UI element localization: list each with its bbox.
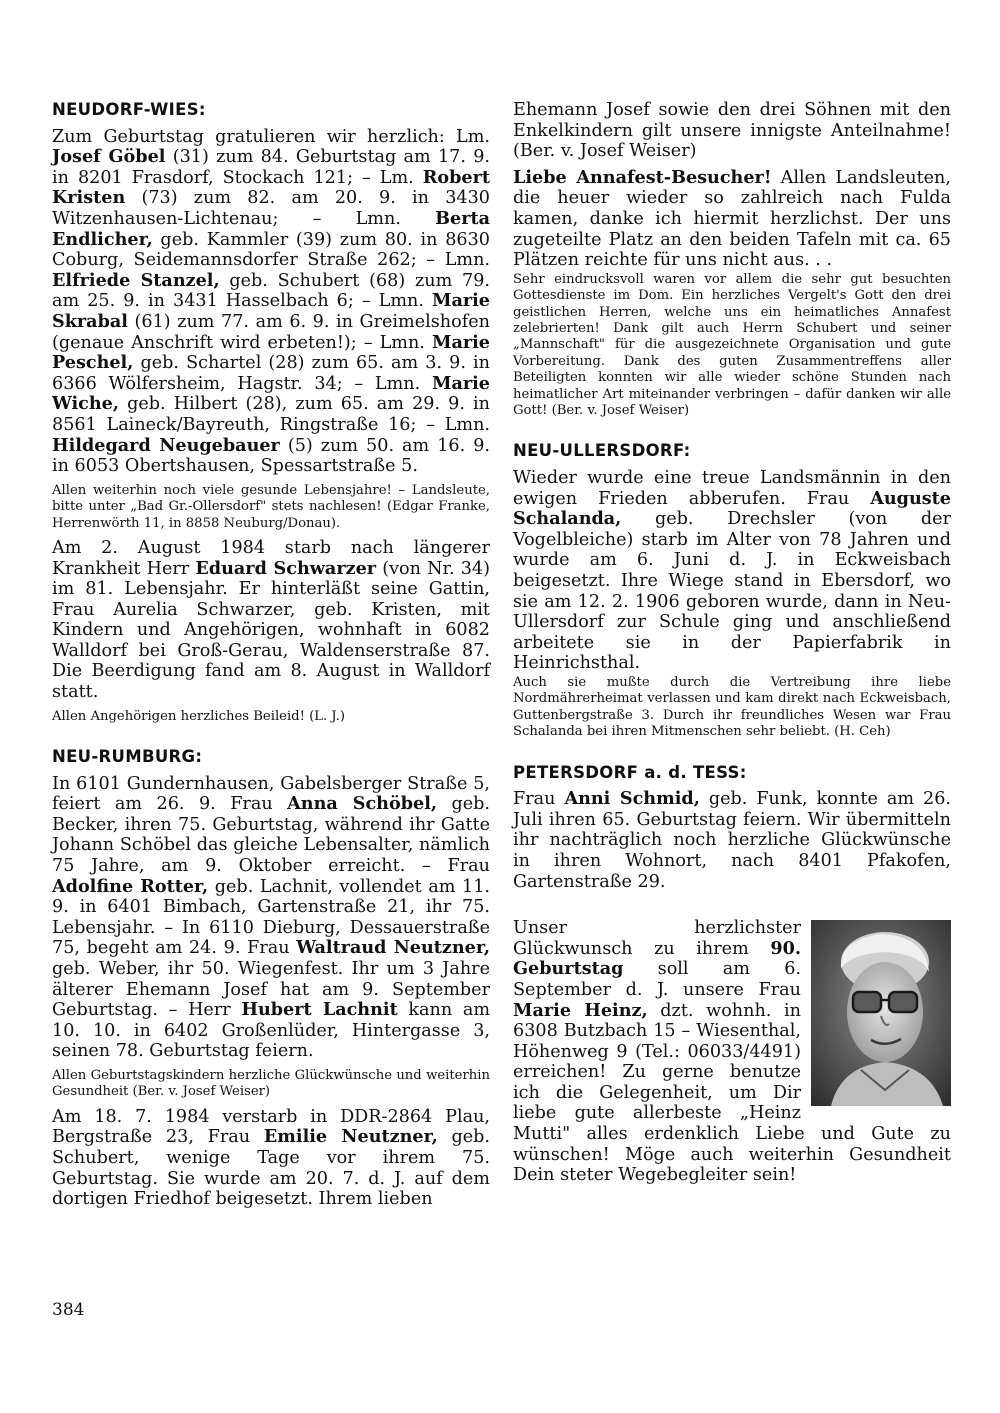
- text-run: Am 18. 7. 1984 verstarb in DDR-2864 Plau, Bergstraße 23, Frau: [52, 1106, 490, 1148]
- portrait-photo: [811, 920, 951, 1106]
- neurumburg-obituary: [52, 1107, 490, 1210]
- text-run: dzt. wohnh. in 6308 Butzbach 15 – Wiesenthal, Höhenweg 9 (Tel.: 06033/4491) erreichen! Zu gerne benutze ich die Gelegenheit, um Dir liebe gute allerbeste „Heinz Mutti" alles erdenklich Liebe und Gute zu wünschen! Möge auch weiterhin Gesundheit Dein steter Wegebegleiter sein!: [513, 1000, 951, 1186]
- highlighted-name: Marie Heinz,: [513, 999, 648, 1021]
- text-run: (von Nr. 34) im 81. Lebensjahr. Er hinterläßt seine Gattin, Frau Aurelia Schwarzer, geb. Kristen, mit Kindern und Angehörigen, wohnhaft in 6082 Walldorf bei Groß-Gerau, Waldenserstraße 87. Die Beerdigung fand am 8. August in Walldorf statt.: [52, 558, 490, 703]
- text-run: (31) zum 84. Geburtstag am 17. 9. in 8201 Frasdorf, Stockach 121; – Lm.: [52, 147, 491, 188]
- text-run: Unser herzlichster Glückwunsch zu ihrem: [513, 918, 801, 959]
- text-run: soll am 6. September d. J. unsere Frau: [513, 959, 801, 1000]
- highlighted-name: Hubert Lachnit: [241, 999, 398, 1021]
- right-column: [513, 100, 951, 1186]
- left-column: [52, 100, 490, 1210]
- highlighted-name: Anni Schmid,: [564, 788, 700, 810]
- text-run: Zum Geburtstag gratulieren wir herzlich: Lm.: [52, 126, 490, 147]
- section-gap: [513, 892, 951, 918]
- page-number: 384: [52, 1300, 85, 1320]
- text-run: kann am 10. 10. in 6402 Großenlüder, Hintergasse 3, seinen 78. Geburtstag feiern.: [52, 1000, 490, 1062]
- highlighted-name: Waltraud Neutzner,: [296, 937, 490, 959]
- highlighted-name: Marie Skrabal: [52, 290, 490, 332]
- highlighted-name: Elfriede Stanzel,: [52, 269, 220, 291]
- section-gap: [513, 425, 951, 441]
- text-run: geb. Lachnit, vollendet am 11. 9. in 6401 Bimbach, Gartenstraße 21, ihr 75. Lebensjahr. – In 6110 Dieburg, Dessauerstraße 75, begeht am 24. 9. Frau: [52, 876, 490, 959]
- neuullersdorf-obituary: [513, 468, 951, 674]
- annafest-thanks: [513, 168, 951, 271]
- petersdorf-birthday: [513, 789, 951, 892]
- highlighted-name: Eduard Schwarzer: [195, 557, 377, 579]
- heinz-birthday-block: [513, 918, 951, 1186]
- text-run: geb. Schartel (28) zum 65. am 3. 9. in 6366 Wölfersheim, Hagstr. 34; – Lmn.: [52, 353, 490, 394]
- text-run: Wieder wurde eine treue Landsmännin in den ewigen Frieden abberufen. Frau: [513, 468, 951, 509]
- text-run: geb. Hilbert (28), zum 65. am 29. 9. in 8561 Laineck/Bayreuth, Ringstraße 16; – Lmn.: [52, 394, 490, 435]
- neudorf-birthdays: [52, 127, 490, 477]
- text-run: geb. Kammler (39) zum 80. in 8630 Coburg, Seidemannsdorfer Straße 262; – Lmn.: [52, 229, 490, 271]
- highlighted-name: Hildegard Neugebauer: [52, 434, 280, 456]
- neudorf-condolence-note: Allen Angehörigen herzliches Beileid! (L. J.): [52, 708, 345, 724]
- text-run: geb. Funk, konnte am 26. Juli ihren 65. Geburtstag feiern. Wir übermitteln ihr nachträglich noch herzliche Glückwünsche in ihren Wohnort, nach 8401 Pfakofen, Gartenstraße 29.: [513, 789, 952, 892]
- text-run: geb. Schubert (68) zum 79. am 25. 9. in 3431 Hasselbach 6; – Lmn.: [52, 270, 490, 312]
- heading-neu-rumburg: NEU-RUMBURG:: [52, 747, 203, 767]
- highlighted-name: Anna Schöbel,: [287, 793, 437, 815]
- obituary-continuation: [513, 100, 951, 162]
- highlighted-name: Auguste Schalanda,: [513, 487, 951, 530]
- highlighted-name: Marie Wiche,: [52, 372, 490, 415]
- highlighted-name: Marie Peschel,: [52, 331, 490, 374]
- neurumburg-birthdays: [52, 774, 490, 1062]
- section-gap: [513, 747, 951, 763]
- highlighted-name: 90. Geburtstag: [513, 937, 801, 980]
- highlighted-name: Berta Endlicher,: [52, 207, 490, 250]
- text-run: geb. Drechsler (von der Vogelbleiche) starb im Alter von 78 Jahren und wurde am 6. Juni d. J. in Eckweisbach beigesetzt. Ihre Wiege stand in Ebersdorf, wo sie am 12. 2. 1906 geboren wurde, dann in Neu-Ullersdorf zur Schule ging und anschließend arbeitete sie in der Papierfabrik in Heinrichsthal.: [513, 509, 951, 674]
- text-run: Ehemann Josef sowie den drei Söhnen mit den Enkelkindern gilt unsere innigste Anteilnahme! (Ber. v. Josef Weiser): [513, 100, 951, 162]
- text-run: (61) zum 77. am 6. 9. in Greimelshofen (genaue Anschrift wird erbeten!); – Lmn.: [52, 311, 490, 353]
- neudorf-greeting-note: Allen weiterhin noch viele gesunde Lebensjahre! – Landsleute, bitte unter „Bad Gr.-Ollersdorf" stets nachlesen! (Edgar Franke, Herrenwörth 11, in 8858 Neuburg/Donau).: [52, 482, 490, 531]
- text-run: geb. Weber, ihr 50. Wiegenfest. Ihr um 3 Jahre älterer Ehemann Josef hat am 9. September Geburtstag. – Herr: [52, 959, 490, 1021]
- heading-neudorf-wies: NEUDORF-WIES:: [52, 100, 206, 119]
- heading-neu-ullersdorf: NEU-ULLERSDORF:: [513, 441, 691, 461]
- highlighted-name: Adolfine Rotter,: [52, 875, 209, 897]
- text-run: Am 2. August 1984 starb nach längerer Krankheit Herr: [52, 537, 490, 579]
- heading-petersdorf: PETERSDORF a. d. TESS:: [513, 762, 747, 782]
- neurumburg-greeting-note: Allen Geburtstagskindern herzliche Glückwünsche und weiterhin Gesundheit (Ber. v. Josef Weiser): [52, 1067, 490, 1100]
- text-run: (5) zum 50. am 16. 9. in 6053 Obertshausen, Spessartstraße 5.: [52, 435, 490, 477]
- neuullersdorf-note: Auch sie mußte durch die Vertreibung ihre liebe Nordmährerheimat verlassen und kam direkt nach Eckweisbach, Guttenbergstraße 3. Durch ihr freundliches Wesen war Frau Schalanda bei ihren Mitmenschen sehr beliebt. (H. Ceh): [513, 674, 951, 740]
- annafest-note: Sehr eindrucksvoll waren vor allem die sehr gut besuchten Gottesdienste im Dom. Ein herzliches Vergelt's Gott den drei geistlichen Herren, welche uns ein heimatliches Annafest zelebrierten! Dank gilt auch Herrn Schubert und seiner „Mannschaft" für die ausgezeichnete Organisation und gute Vorbereitung. Dank des guten Zusammentreffens aller Beteiligten konnten wir alle wieder schöne Stunden nach heimatlicher Art miteinander verbringen – dafür danken wir alle Gott! (Ber. v. Josef Weiser): [513, 271, 951, 418]
- text-run: Frau: [513, 789, 565, 810]
- text-run: geb. Schubert, wenige Tage vor ihrem 75. Geburtstag. Sie wurde am 20. 7. d. J. auf dem dortigen Friedhof beigesetzt. Ihrem lieben: [52, 1127, 490, 1210]
- highlighted-name: Liebe Annafest-Besucher!: [513, 166, 772, 188]
- highlighted-name: Robert Kristen: [52, 166, 490, 209]
- text-run: geb. Becker, ihren 75. Geburtstag, während ihr Gatte Johann Schöbel das gleiche Lebensalter, nämlich 75 Jahre, am 9. Oktober erreicht. – Frau: [52, 794, 490, 877]
- text-run: (73) zum 82. am 20. 9. in 3430 Witzenhausen-Lichtenau; – Lmn.: [52, 188, 490, 229]
- highlighted-name: Josef Göbel: [52, 146, 166, 168]
- neudorf-obituary: [52, 538, 490, 703]
- text-run: Allen Landsleuten, die heuer wieder so zahlreich nach Fulda kamen, danke ich hiermit herzlichst. Der uns zugeteilte Platz an den beiden Tafeln mit ca. 65 Plätzen reichte für uns nicht aus. . .: [513, 167, 951, 271]
- highlighted-name: Emilie Neutzner,: [263, 1126, 438, 1148]
- text-run: In 6101 Gundernhausen, Gabelsberger Straße 5, feiert am 26. 9. Frau: [52, 773, 490, 815]
- section-gap: [52, 731, 490, 747]
